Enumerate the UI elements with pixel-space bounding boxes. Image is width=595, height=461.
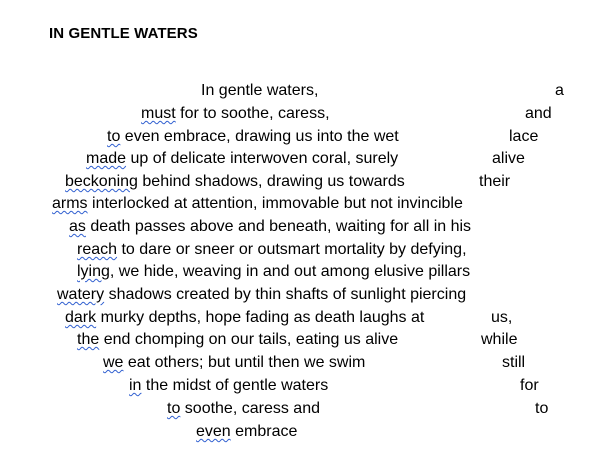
line-trailing-word: alive: [492, 150, 525, 167]
line-trailing-word: a: [555, 82, 564, 99]
line-trailing-word: and: [525, 105, 552, 122]
line-text: In gentle waters,: [201, 82, 319, 99]
line-text: eat others; but until then we swim: [123, 354, 366, 371]
spellcheck-flagged-word[interactable]: the: [77, 331, 100, 348]
spellcheck-flagged-word[interactable]: to: [107, 128, 121, 145]
line-text: death passes above and beneath, waiting for all in his: [85, 218, 472, 235]
line-text: the midst of gentle waters: [141, 377, 329, 394]
spellcheck-flagged-word[interactable]: arms: [52, 195, 88, 212]
spellcheck-flagged-word[interactable]: dark: [65, 309, 97, 326]
poem-title: IN GENTLE WATERS: [49, 25, 198, 42]
line-text: behind shadows, drawing us towards: [137, 173, 405, 190]
line-trailing-word: to: [535, 400, 549, 417]
spellcheck-flagged-word[interactable]: beckoning: [65, 173, 138, 190]
line-text: up of delicate interwoven coral, surely: [126, 150, 399, 167]
line-trailing-word: us,: [491, 309, 513, 326]
line-text: for to soothe, caress,: [175, 105, 330, 122]
line-trailing-word: for: [520, 377, 539, 394]
line-text: soothe, caress and: [180, 400, 320, 417]
line-text: murky depths, hope fading as death laughs at: [96, 309, 425, 326]
spellcheck-flagged-word[interactable]: even: [196, 423, 231, 440]
line-text: end chomping on our tails, eating us alive: [99, 331, 399, 348]
line-trailing-word: still: [502, 354, 526, 371]
line-text: interlocked at attention, immovable but not invincible: [87, 195, 463, 212]
spellcheck-flagged-word[interactable]: must: [141, 105, 176, 122]
line-text: embrace: [230, 423, 298, 440]
line-trailing-word: their: [479, 173, 511, 190]
spellcheck-flagged-word[interactable]: in: [129, 377, 142, 394]
line-text: shadows created by thin shafts of sunlight piercing: [104, 286, 467, 303]
spellcheck-flagged-word[interactable]: watery: [57, 286, 105, 303]
spellcheck-flagged-word[interactable]: to: [167, 400, 181, 417]
line-text: , we hide, weaving in and out among elusive pillars: [109, 263, 471, 280]
spellcheck-flagged-word[interactable]: reach: [77, 241, 118, 258]
line-trailing-word: while: [481, 331, 518, 348]
spellcheck-flagged-word[interactable]: lying: [77, 263, 110, 280]
spellcheck-flagged-word[interactable]: made: [86, 150, 127, 167]
line-text: even embrace, drawing us into the wet: [120, 128, 399, 145]
line-trailing-word: lace: [509, 128, 539, 145]
line-text: to dare or sneer or outsmart mortality by defying,: [117, 241, 467, 258]
spellcheck-flagged-word[interactable]: we: [103, 354, 124, 371]
spellcheck-flagged-word[interactable]: as: [69, 218, 86, 235]
